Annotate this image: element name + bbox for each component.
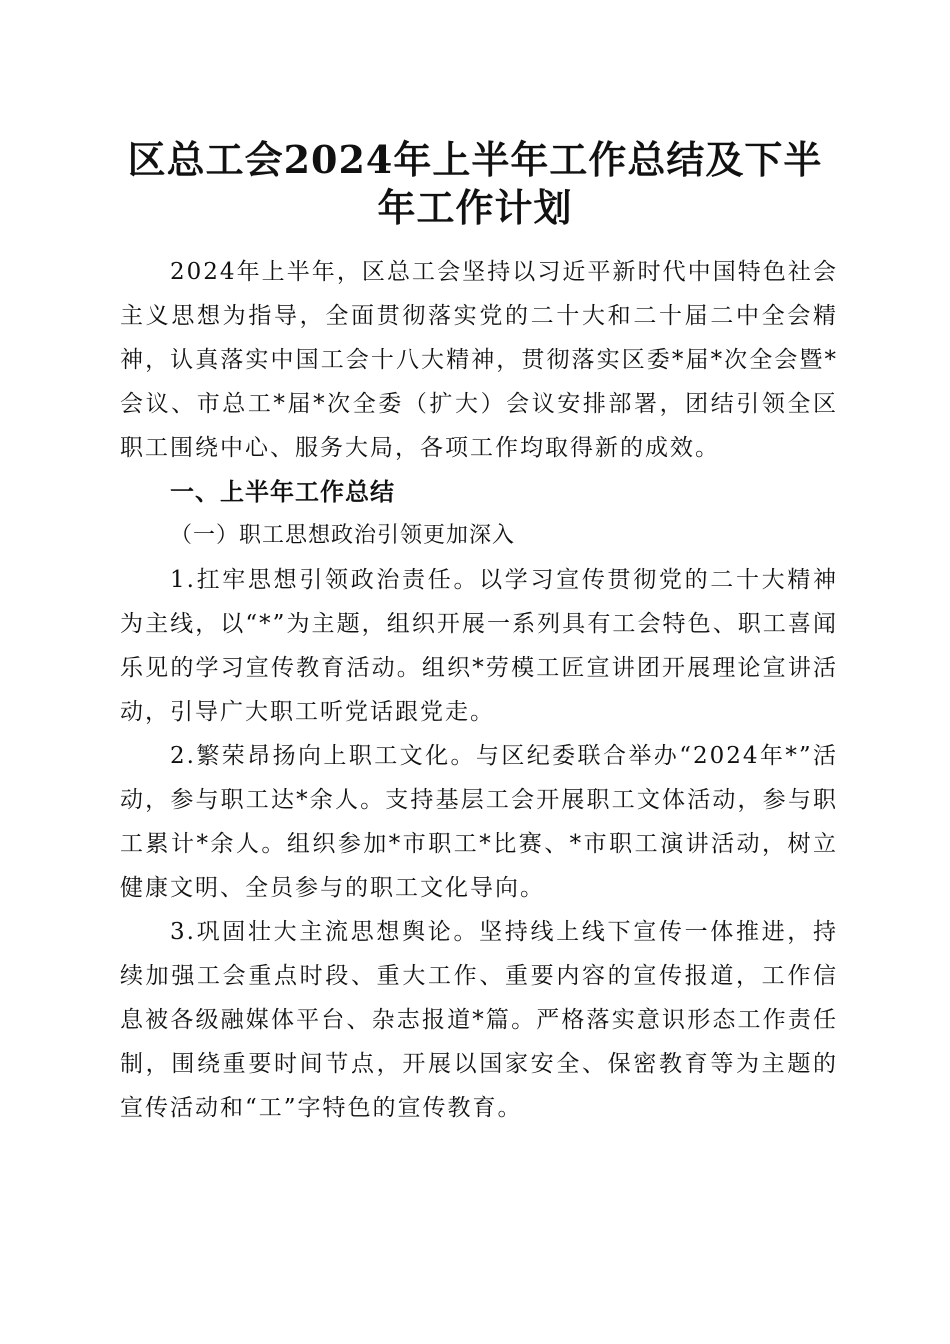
document-title: 区总工会2024年上半年工作总结及下半年工作计划 [127,137,823,230]
item-paragraph: 2.繁荣昂扬向上职工文化。与区纪委联合举办“2024年*”活动，参与职工达*余人。支持基层工会开展职工文体活动，参与职工累计*余人。组织参加*市职工*比赛、*市职工演讲活动，树立健康文明、全员参与的职工文化导向。 [120,743,838,901]
intro-paragraph: 2024年上半年，区总工会坚持以习近平新时代中国特色社会主义思想为指导，全面贯彻落实党的二十大和二十届二中全会精神，认真落实中国工会十八大精神，贯彻落实区委*届*次全会暨*会议、市总工*届*次全委（扩大）会议安排部署，团结引领全区职工围绕中心、服务大局，各项工作均取得新的成效。 [120,259,838,461]
subsection-heading: （一）职工思想政治引领更加深入 [170,523,516,548]
item-paragraph: 3.巩固壮大主流思想舆论。坚持线上线下宣传一体推进，持续加强工会重点时段、重大工作、重要内容的宣传报道，工作信息被各级融媒体平台、杂志报道*篇。严格落实意识形态工作责任制，围绕重要时间节点，开展以国家安全、保密教育等为主题的宣传活动和“工”字特色的宣传教育。 [120,919,838,1121]
item-paragraph: 1.扛牢思想引领政治责任。以学习宣传贯彻党的二十大精神为主线，以“*”为主题，组织开展一系列具有工会特色、职工喜闻乐见的学习宣传教育活动。组织*劳模工匠宣讲团开展理论宣讲活动，引导广大职工听党话跟党走。 [120,567,838,725]
section-heading: 一、上半年工作总结 [170,478,395,506]
document-body [120,250,838,1130]
